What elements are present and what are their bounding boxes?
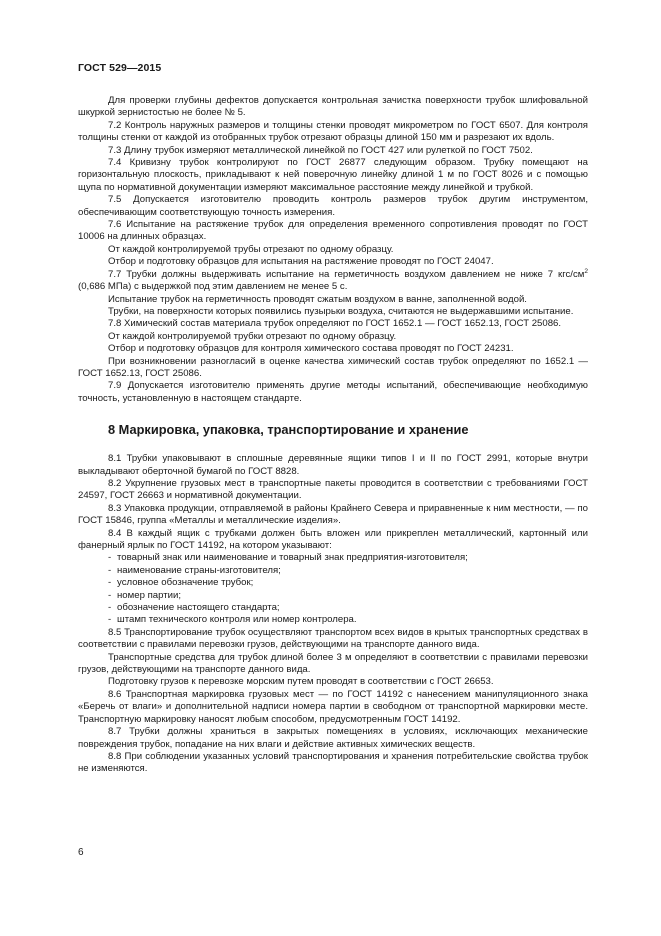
- list-dash: -: [108, 589, 112, 601]
- superscript: 2: [584, 267, 588, 275]
- list-item-text: номер партии;: [117, 589, 181, 601]
- document-code-header: ГОСТ 529—2015: [78, 62, 162, 74]
- list-dash: -: [108, 602, 112, 614]
- paragraph-8-3: 8.3 Упаковка продукции, отправляемой в районы Крайнего Севера и приравненные к ним местности, — по ГОСТ 15846, группа «Металлы и металлические изделия».: [78, 502, 588, 527]
- list-dash: -: [108, 614, 112, 626]
- paragraph: Отбор и подготовку образцов для испытания на растяжение проводят по ГОСТ 24047.: [108, 256, 494, 268]
- list-item: [78, 614, 588, 626]
- paragraph: При возникновении разногласий в оценке качества химический состав трубок определяют по 1652.1 — ГОСТ 1652.13, ГОСТ 25086.: [78, 355, 588, 379]
- list-dash: -: [108, 577, 112, 589]
- paragraph: Для проверки глубины дефектов допускается контрольная зачистка поверхности трубок шлифовальной шкуркой зернистостью не более № 5.: [78, 95, 588, 119]
- list-item-text: товарный знак или наименование и товарный знак предприятия-изготовителя;: [117, 552, 468, 564]
- section-8-title: 8 Маркировка, упаковка, транспортирование и хранение: [108, 422, 469, 438]
- paragraph: Трубки, на поверхности которых появились пузырьки воздуха, считаются не выдержавшими испытание.: [108, 305, 574, 317]
- paragraph-8-6: 8.6 Транспортная маркировка грузовых мест — по ГОСТ 14192 с нанесением манипуляционного знака «Беречь от влаги» и дополнительной надписи номера партии в свободном от транспортной маркировки месте. Транспортную маркировку наносят любым способом, предусмотренным ГОСТ 14192.: [78, 688, 588, 725]
- label-contents-list: [78, 552, 588, 626]
- paragraph-8-8: 8.8 При соблюдении указанных условий транспортирования и хранения потребительские свойства трубок не изменяются.: [78, 750, 588, 775]
- list-item: [78, 590, 588, 602]
- document-page: [78, 62, 588, 776]
- list-item: [78, 552, 588, 564]
- paragraph-8-4: 8.4 В каждый ящик с трубками должен быть вложен или прикреплен металлический, картонный или фанерный ярлык по ГОСТ 14192, на котором указывают:: [78, 527, 588, 551]
- paragraph: От каждой контролируемой трубки отрезают по одному образцу.: [108, 330, 397, 342]
- paragraph-7-7-text: 7.7 Трубки должны выдерживать испытание на герметичность воздухом давлением не ниже 7 кгс/см: [108, 268, 585, 280]
- paragraph-7-7-text-end: (0,686 МПа) с выдержкой под этим давлением не менее 5 с.: [78, 281, 348, 293]
- paragraph: От каждой контролируемой трубы отрезают по одному образцу.: [108, 243, 394, 255]
- paragraph: Подготовку грузов к перевозке морским путем проводят в соответствии с ГОСТ 26653.: [108, 676, 494, 688]
- list-item-text: наименование страны-изготовителя;: [117, 564, 281, 576]
- list-dash: -: [108, 564, 112, 576]
- list-item-text: обозначение настоящего стандарта;: [117, 602, 280, 614]
- list-item-text: условное обозначение трубок;: [117, 577, 254, 589]
- list-dash: -: [108, 552, 112, 564]
- paragraph-7-5: 7.5 Допускается изготовителю проводить контроль размеров трубок другим инструментом, обеспечивающим соответствующую точность измерения.: [78, 194, 588, 218]
- paragraph: Отбор и подготовку образцов для контроля химического состава проводят по ГОСТ 24231.: [108, 343, 514, 355]
- list-item: [78, 577, 588, 589]
- paragraph-7-3: 7.3 Длину трубок измеряют металлической линейкой по ГОСТ 427 или рулеткой по ГОСТ 7502.: [108, 144, 533, 156]
- paragraph-7-6: 7.6 Испытание на растяжение трубок для определения временного сопротивления проводят по ГОСТ 10006 на длинных образцах.: [78, 219, 588, 243]
- paragraph-8-1: 8.1 Трубки упаковывают в сплошные деревянные ящики типов I и II по ГОСТ 2991, которые внутри выкладывают оберточной бумагой по ГОСТ 8828.: [78, 453, 588, 477]
- paragraph-7-9: 7.9 Допускается изготовителю применять другие методы испытаний, обеспечивающие необходимую точность, установленную в настоящем стандарте.: [78, 380, 588, 404]
- list-item: [78, 602, 588, 614]
- paragraph: Испытание трубок на герметичность проводят сжатым воздухом в ванне, заполненной водой.: [108, 293, 527, 305]
- paragraph-8-2: 8.2 Укрупнение грузовых мест в транспортные пакеты проводится в соответствии с требованиями ГОСТ 24597, ГОСТ 26663 и нормативной документации.: [78, 477, 588, 502]
- paragraph-7-2: 7.2 Контроль наружных размеров и толщины стенки проводят микрометром по ГОСТ 6507. Для контроля толщины стенки от каждой из отобранных трубок отрезают образцы длиной 150 мм и разрезают их вдоль.: [78, 119, 588, 144]
- paragraph-7-7: [78, 269, 588, 294]
- page-number: 6: [78, 847, 84, 858]
- paragraph-8-5: 8.5 Транспортирование трубок осуществляют транспортом всех видов в крытых транспортных средствах в соответствии с правилами перевозки грузов, действующими на транспорте данного вида.: [78, 626, 588, 651]
- paragraph-8-7: 8.7 Трубки должны храниться в закрытых помещениях в условиях, исключающих механические повреждения трубок, попадание на них влаги и действие активных химических веществ.: [78, 726, 588, 750]
- list-item: [78, 565, 588, 577]
- paragraph: Транспортные средства для трубок длиной более 3 м определяют в соответствии с правилами перевозки грузов, действующими на транспорте данного вида.: [78, 651, 588, 676]
- paragraph-7-4: 7.4 Кривизну трубок контролируют по ГОСТ 26877 следующим образом. Трубку помещают на горизонтальную плоскость, прикладывают к ней поверочную линейку длиной 1 м по ГОСТ 8026 и с помощью щупа по нормативной документации измеряют максимальное расстояние между линейкой и трубкой.: [78, 157, 588, 193]
- list-item-text: штамп технического контроля или номер контролера.: [117, 614, 357, 626]
- paragraph-7-8: 7.8 Химический состав материала трубок определяют по ГОСТ 1652.1 — ГОСТ 1652.13, ГОСТ 25086.: [108, 318, 562, 330]
